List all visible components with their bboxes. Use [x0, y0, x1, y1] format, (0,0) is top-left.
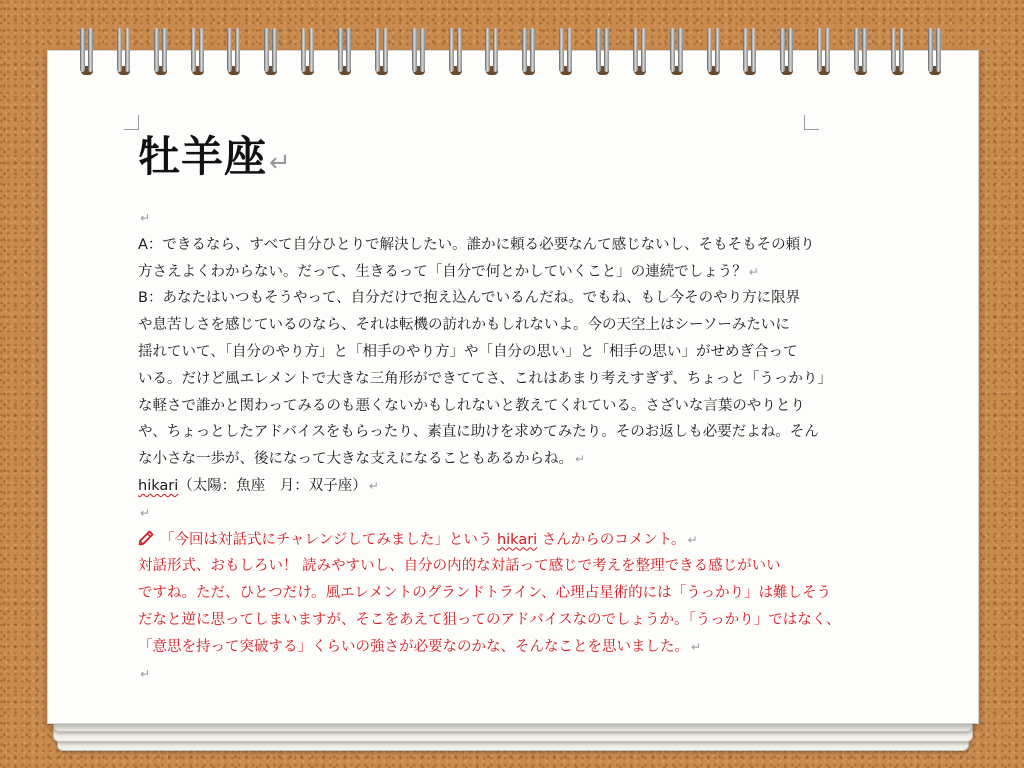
- spiral-ring: [77, 28, 99, 88]
- spiral-ring: [261, 28, 283, 88]
- author-signs: （太陽：魚座 月：双子座）: [178, 477, 367, 494]
- spiral-ring: [556, 28, 578, 88]
- paragraph-mark: ↵: [140, 666, 151, 681]
- empty-paragraph: [138, 500, 828, 527]
- spiral-ring: [925, 28, 947, 88]
- body-line: な軽さで誰かと関わってみるのも悪くないかもしれないと教えてくれている。さざいな言葉のやりとり: [138, 397, 805, 414]
- body-line: B：あなたはいつもそうやって、自分だけで抱え込んでいるんだね。でもね、もし今そのやり方に限界: [138, 290, 801, 307]
- body-line: や息苦しさを感じているのなら、それは転機の訪れかもしれないよ。今の天空上はシーソーみたいに: [138, 317, 790, 334]
- comment-line: 「意思を持って突破する」くらいの強さが必要なのかな、そんなことを思いました。 ↵: [138, 638, 702, 655]
- body-line: 揺れていて、「自分のやり方」と「相手のやり方」や「自分の思い」と「相手の思い」がせめぎ合って: [138, 343, 798, 360]
- spiral-ring: [704, 28, 726, 88]
- paragraph-mark: ↵: [687, 532, 698, 547]
- spiral-ring: [667, 28, 689, 88]
- paragraph-mark: ↵: [140, 505, 151, 520]
- author-line: [138, 473, 828, 500]
- spiral-ring: [188, 28, 210, 88]
- spiral-ring: [446, 28, 468, 88]
- body-line: 方さえよくわからない。だって、生きるって「自分で何とかしていくこと」の連続でしょう？ ↵: [138, 263, 759, 280]
- comment-line: ですね。ただ、ひとつだけ。風エレメントのグランドトライン、心理占星術的には「うっかり」は難しそう: [138, 585, 832, 602]
- comment-line: だなと逆に思ってしまいますが、そこをあえて狙ってのアドバイスなのでしょうか。「うっかり」ではなく、: [138, 611, 841, 628]
- spiral-ring: [519, 28, 541, 88]
- pencil-icon: [138, 530, 154, 546]
- paragraph-mark: ↵: [269, 148, 292, 178]
- spiral-ring: [224, 28, 246, 88]
- comment-header: 「今回は対話式にチャレンジしてみました」という hikari さんからのコメント。 ↵: [138, 527, 828, 554]
- body-line: や、ちょっとしたアドバイスをもらったり、素直に助けを求めてみたり。そのお返しも必要だよね。そん: [138, 424, 819, 441]
- paragraph-mark: ↵: [140, 211, 151, 225]
- body-line: いる。だけど風エレメントで大きな三角形ができててさ、これはあまり考えすぎず、ちょっと「うっかり」: [138, 370, 832, 387]
- empty-paragraph: [138, 661, 828, 688]
- margin-corner-guide-left: [124, 115, 139, 130]
- spiral-ring: [114, 28, 136, 88]
- paragraph-mark: ↵: [368, 478, 379, 493]
- spiral-ring: [298, 28, 320, 88]
- spiral-ring: [888, 28, 910, 88]
- spiral-ring: [372, 28, 394, 88]
- paragraph-mark: ↵: [748, 264, 759, 279]
- spiral-ring: [777, 28, 799, 88]
- notebook: [47, 28, 977, 748]
- spiral-ring: [482, 28, 504, 88]
- spiral-ring: [151, 28, 173, 88]
- spiral-ring: [814, 28, 836, 88]
- empty-paragraph: [138, 205, 828, 232]
- author-name: hikari: [138, 477, 179, 494]
- document-title: 牡羊座↵: [138, 132, 292, 181]
- comment-line: 対話形式、おもしろい！ 読みやすいし、自分の内的な対話って感じで考えを整理できる感じがいい: [138, 558, 781, 575]
- commenter-name: hikari: [496, 531, 538, 548]
- body-line: A：できるなら、すべて自分ひとりで解決したい。誰かに頼る必要なんて感じないし、そもそもその頼り: [138, 236, 815, 253]
- spiral-ring: [630, 28, 652, 88]
- spiral-ring: [409, 28, 431, 88]
- paragraph-mark: ↵: [691, 639, 702, 654]
- paragraph-mark: ↵: [575, 452, 586, 467]
- spiral-ring: [335, 28, 357, 88]
- margin-corner-guide-right: [804, 115, 819, 130]
- document-page[interactable]: [47, 50, 979, 724]
- spiral-ring: [593, 28, 615, 88]
- spiral-ring: [740, 28, 762, 88]
- body-line: な小さな一歩が、後になって大きな支えになることもあるからね。 ↵: [138, 451, 586, 468]
- spiral-binding: [47, 28, 977, 88]
- spiral-ring: [851, 28, 873, 88]
- document-body[interactable]: [138, 129, 841, 687]
